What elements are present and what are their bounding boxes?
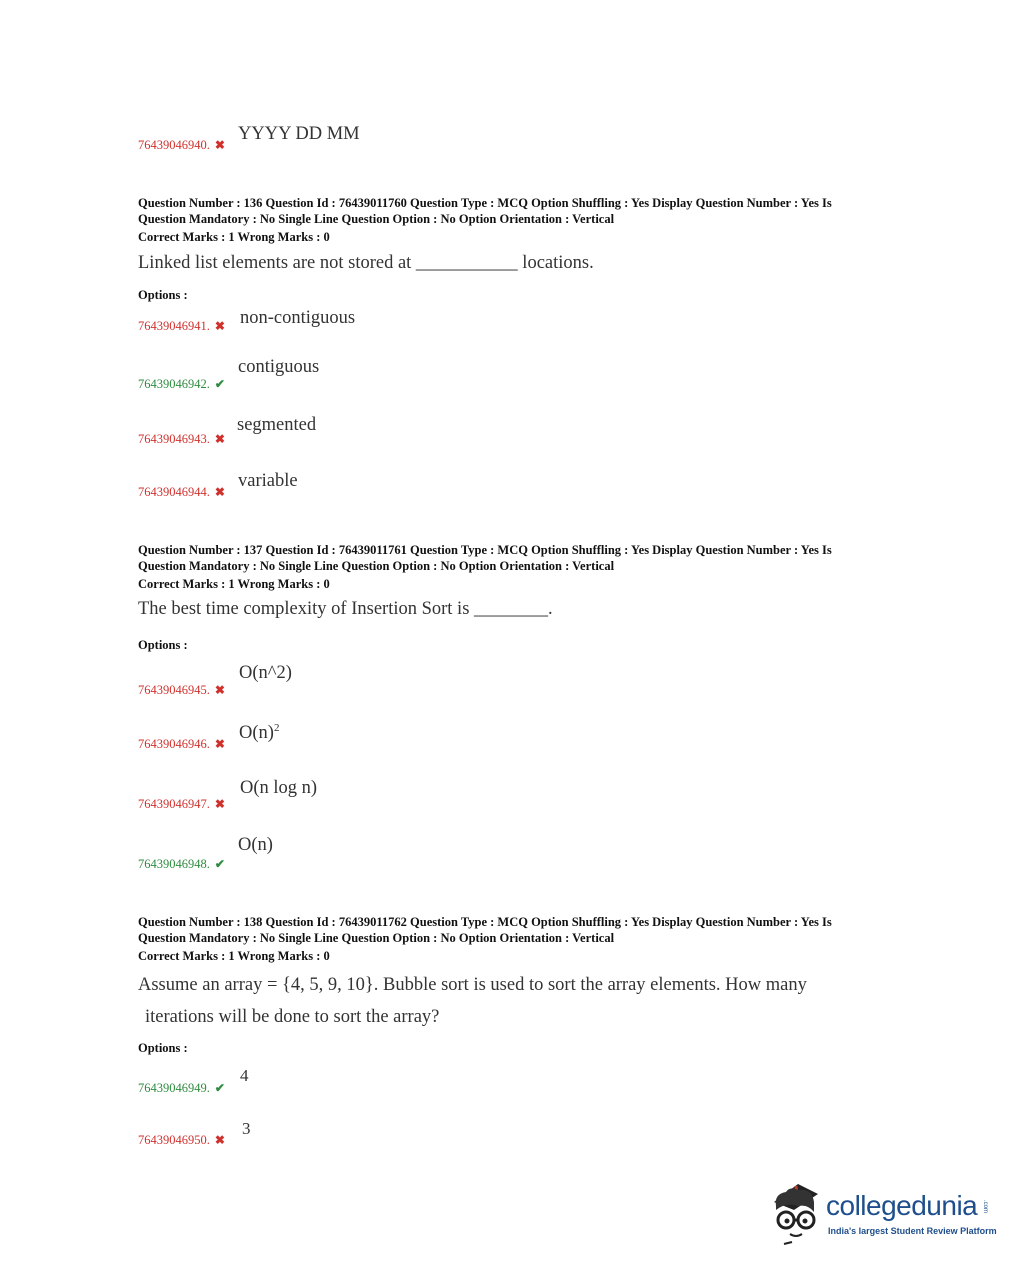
option-text: O(n log n)	[240, 778, 318, 798]
wrong-mark-icon: ✖	[214, 319, 225, 333]
wrong-mark-icon: ✖	[214, 683, 225, 697]
option-id: 76439046941. ✖	[138, 319, 225, 333]
question-text: The best time complexity of Insertion Sort is ________.	[138, 599, 553, 619]
brand-name: collegedunia	[826, 1190, 978, 1221]
options-label: Options :	[138, 1041, 188, 1055]
option-text: $O(n)^2$	[239, 722, 280, 744]
wrong-mark-icon: ✖	[214, 797, 225, 811]
question-text: Linked list elements are not stored at ___________ locations.	[138, 253, 594, 273]
brand-domain: .com	[982, 1200, 988, 1214]
wrong-mark-icon: ✖	[214, 138, 225, 152]
wrong-mark-icon: ✖	[214, 1133, 225, 1147]
option-id: 76439046942. ✔	[138, 377, 225, 391]
option-text: non-contiguous	[240, 308, 356, 328]
mascot-icon	[768, 1180, 826, 1246]
question-meta: Question Number : 137 Question Id : 76439011761 Question Type : MCQ Option Shuffling : Yes Display Question Number : Yes Is Question Mandatory : No Single Line Question Option : No Option Orientation : Vertical Correct Marks : 1 Wrong Marks : 0	[138, 543, 832, 591]
question-meta: Question Number : 138 Question Id : 76439011762 Question Type : MCQ Option Shuffling : Yes Display Question Number : Yes Is Question Mandatory : No Single Line Question Option : No Option Orientation : Vertical Correct Marks : 1 Wrong Marks : 0	[138, 915, 832, 963]
option-id: 76439046944. ✖	[138, 485, 225, 499]
check-mark-icon: ✔	[214, 377, 225, 391]
option-id: 76439046943. ✖	[138, 432, 225, 446]
options-label: Options :	[138, 288, 188, 302]
option-id: 76439046946. ✖	[138, 737, 225, 751]
options-label: Options :	[138, 638, 188, 652]
option-text: variable	[238, 471, 298, 491]
question-text: Assume an array = {4, 5, 9, 10}. Bubble sort is used to sort the array elements. How many	[138, 975, 807, 995]
option-text: O(n)	[238, 835, 273, 855]
option-id: 76439046948. ✔	[138, 857, 225, 871]
brand-tagline: India's largest Student Review Platform	[828, 1226, 997, 1236]
wrong-mark-icon: ✖	[214, 485, 225, 499]
check-mark-icon: ✔	[214, 857, 225, 871]
option-text: 4	[240, 1066, 249, 1085]
option-id: 76439046940. ✖	[138, 138, 225, 152]
option-id: 76439046949. ✔	[138, 1081, 225, 1095]
check-mark-icon: ✔	[214, 1081, 225, 1095]
question-meta: Question Number : 136 Question Id : 76439011760 Question Type : MCQ Option Shuffling : Yes Display Question Number : Yes Is Question Mandatory : No Single Line Question Option : No Option Orientation : Vertical Correct Marks : 1 Wrong Marks : 0	[138, 196, 832, 244]
option-text: YYYY DD MM	[238, 124, 360, 144]
wrong-mark-icon: ✖	[214, 737, 225, 751]
option-id: 76439046947. ✖	[138, 797, 225, 811]
question-text: iterations will be done to sort the array?	[145, 1007, 440, 1027]
wrong-mark-icon: ✖	[214, 432, 225, 446]
collegedunia-logo	[768, 1180, 998, 1250]
option-id: 76439046945. ✖	[138, 683, 225, 697]
option-text: segmented	[237, 415, 317, 435]
option-id: 76439046950. ✖	[138, 1133, 225, 1147]
option-text: O(n^2)	[239, 663, 292, 683]
option-text: 3	[242, 1119, 251, 1138]
option-text: contiguous	[238, 357, 320, 377]
